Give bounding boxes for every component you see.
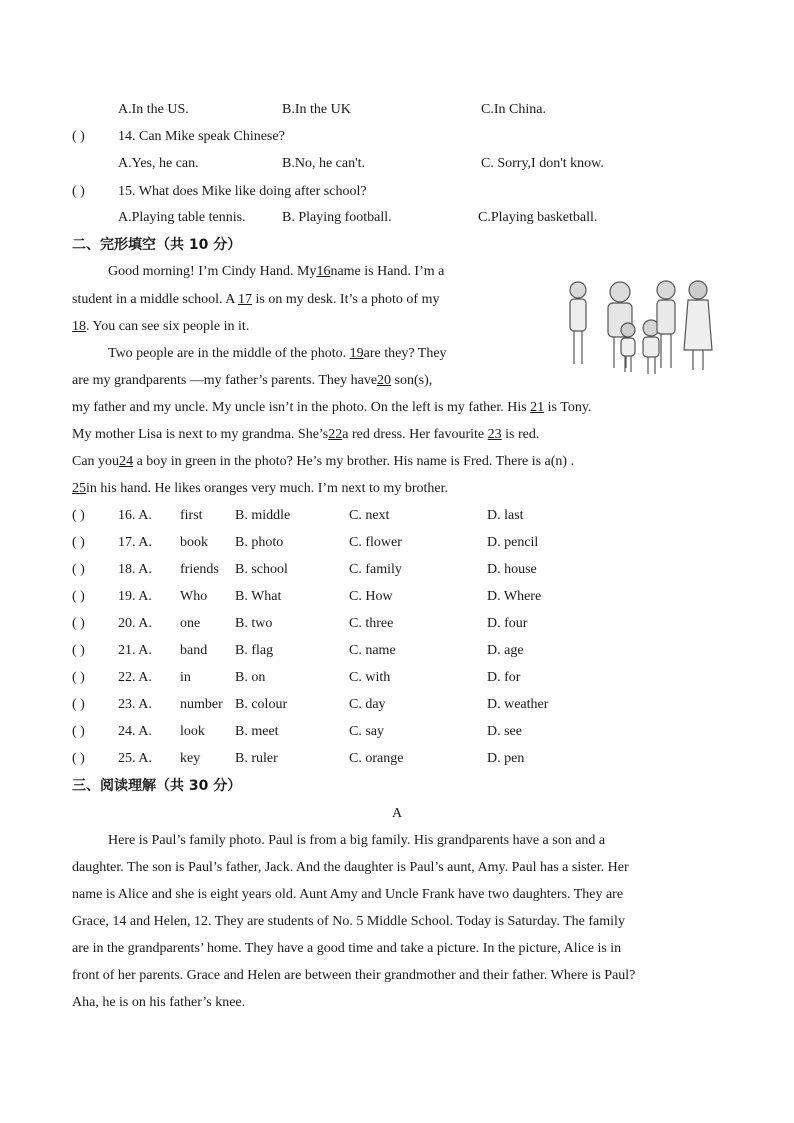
q25-option-d: D. pen [487, 751, 525, 766]
q22-answer-bracket[interactable]: ( ) [72, 670, 85, 685]
blank-23: 23 [487, 427, 502, 442]
q14-option-a: A.Yes, he can. [118, 156, 199, 171]
reading-line-5: are in the grandparents’ home. They have a good time and take a picture. In the picture, Alice is in [72, 941, 622, 956]
q14-option-b: B.No, he can't. [282, 156, 366, 171]
reading-line-2: daughter. The son is Paul’s father, Jack. And the daughter is Paul’s aunt, Amy. Paul has a sister. Her [72, 860, 629, 875]
section-heading-cloze: 二、完形填空（共 10 分） [72, 237, 242, 253]
blank-21: 21 [530, 400, 545, 415]
q22-option-c: C. with [349, 670, 391, 685]
q21-option-b: B. flag [235, 643, 274, 658]
q20-option-b: B. two [235, 616, 273, 631]
passage-label: A [391, 806, 403, 821]
q22-option-b: B. on [235, 670, 266, 685]
q13-option-c: C.In China. [481, 102, 546, 117]
q21-option-c: C. name [349, 643, 396, 658]
q25-option-c: C. orange [349, 751, 404, 766]
q15-option-a: A.Playing table tennis. [118, 210, 246, 225]
q23-option-c: C. day [349, 697, 386, 712]
q19-question-number: 19. A. [118, 589, 152, 604]
q18-option-b: B. school [235, 562, 288, 577]
q17-option-b: B. photo [235, 535, 284, 550]
reading-line-6: front of her parents. Grace and Helen are between their grandmother and their father. Where is Paul? [72, 968, 636, 983]
q14-question: 14. Can Mike speak Chinese? [118, 129, 285, 144]
q14-answer-bracket[interactable]: ( ) [72, 129, 85, 144]
q23-answer-bracket[interactable]: ( ) [72, 697, 85, 712]
q20-question-number: 20. A. [118, 616, 152, 631]
q19-option-c: C. How [349, 589, 393, 604]
q17-answer-bracket[interactable]: ( ) [72, 535, 85, 550]
blank-17: 17 [238, 292, 253, 307]
q23-option-d: D. weather [487, 697, 549, 712]
q15-answer-bracket[interactable]: ( ) [72, 184, 85, 199]
blank-19: 19 [349, 346, 364, 361]
q14-option-c: C. Sorry,I don't know. [481, 156, 604, 171]
cloze-line-6: my father and my uncle. My uncle isn’t in the photo. On the left is my father. His 21 is Tony. [72, 398, 591, 418]
q25-answer-bracket[interactable]: ( ) [72, 751, 85, 766]
q16-option-c: C. next [349, 508, 390, 523]
q18-option-a: friends [180, 562, 219, 577]
q16-answer-bracket[interactable]: ( ) [72, 508, 85, 523]
q19-answer-bracket[interactable]: ( ) [72, 589, 85, 604]
q16-option-b: B. middle [235, 508, 291, 523]
q20-option-a: one [180, 616, 201, 631]
q24-option-d: D. see [487, 724, 522, 739]
q18-option-c: C. family [349, 562, 402, 577]
q21-question-number: 21. A. [118, 643, 152, 658]
cloze-line-5: are my grandparents —my father’s parents. They have20 son(s), [72, 371, 432, 391]
reading-line-3: name is Alice and she is eight years old. Aunt Amy and Uncle Frank have two daughters. They are [72, 887, 624, 902]
q15-option-b: B. Playing football. [282, 210, 392, 225]
q13-option-a: A.In the US. [118, 102, 189, 117]
q23-option-a: number [180, 697, 223, 712]
cloze-line-7: My mother Lisa is next to my grandma. She’s22a red dress. Her favourite 23 is red. [72, 425, 539, 445]
q23-question-number: 23. A. [118, 697, 152, 712]
q25-option-b: B. ruler [235, 751, 278, 766]
blank-22: 22 [328, 427, 343, 442]
cloze-line-1: Good morning! I’m Cindy Hand. My16name is Hand. I’m a [108, 262, 444, 282]
q16-question-number: 16. A. [118, 508, 152, 523]
q17-option-c: C. flower [349, 535, 402, 550]
q18-answer-bracket[interactable]: ( ) [72, 562, 85, 577]
q24-option-a: look [180, 724, 205, 739]
q22-question-number: 22. A. [118, 670, 152, 685]
blank-18: 18 [72, 319, 86, 334]
cloze-line-9: 25in his hand. He likes oranges very much. I’m next to my brother. [72, 479, 448, 499]
q15-question: 15. What does Mike like doing after school? [118, 184, 367, 199]
q19-option-d: D. Where [487, 589, 542, 604]
blank-20: 20 [377, 373, 392, 388]
q19-option-a: Who [180, 589, 208, 604]
reading-line-7: Aha, he is on his father’s knee. [72, 995, 246, 1010]
q17-option-d: D. pencil [487, 535, 539, 550]
q19-option-b: B. What [235, 589, 282, 604]
q21-option-d: D. age [487, 643, 524, 658]
q22-option-d: D. for [487, 670, 521, 685]
q24-option-b: B. meet [235, 724, 279, 739]
cloze-line-8: Can you24 a boy in green in the photo? He’s my brother. His name is Fred. There is a(n) . [72, 452, 574, 472]
q17-question-number: 17. A. [118, 535, 152, 550]
blank-24: 24 [119, 454, 134, 469]
cloze-line-3: 18. You can see six people in it. [72, 317, 249, 337]
q15-option-c: C.Playing basketball. [478, 210, 598, 225]
family-photo-illustration [560, 272, 720, 382]
q23-option-b: B. colour [235, 697, 288, 712]
section-heading-reading: 三、阅读理解（共 30 分） [72, 778, 242, 794]
reading-line-1: Here is Paul’s family photo. Paul is from a big family. His grandparents have a son and a [108, 833, 606, 848]
q21-option-a: band [180, 643, 208, 658]
q25-question-number: 25. A. [118, 751, 152, 766]
q18-question-number: 18. A. [118, 562, 152, 577]
blank-25: 25 [72, 481, 86, 496]
q13-option-b: B.In the UK [282, 102, 351, 117]
q17-option-a: book [180, 535, 208, 550]
q22-option-a: in [180, 670, 191, 685]
q21-answer-bracket[interactable]: ( ) [72, 643, 85, 658]
cloze-line-4: Two people are in the middle of the photo. 19are they? They [108, 344, 447, 364]
q25-option-a: key [180, 751, 201, 766]
q20-option-d: D. four [487, 616, 528, 631]
q18-option-d: D. house [487, 562, 537, 577]
blank-16: 16 [316, 264, 331, 279]
q24-question-number: 24. A. [118, 724, 152, 739]
reading-line-4: Grace, 14 and Helen, 12. They are students of No. 5 Middle School. Today is Saturday. The family [72, 914, 625, 929]
q20-answer-bracket[interactable]: ( ) [72, 616, 85, 631]
q16-option-a: first [180, 508, 203, 523]
q24-option-c: C. say [349, 724, 384, 739]
q20-option-c: C. three [349, 616, 394, 631]
q16-option-d: D. last [487, 508, 524, 523]
q24-answer-bracket[interactable]: ( ) [72, 724, 85, 739]
cloze-line-2: student in a middle school. A 17 is on my desk. It’s a photo of my [72, 290, 439, 310]
